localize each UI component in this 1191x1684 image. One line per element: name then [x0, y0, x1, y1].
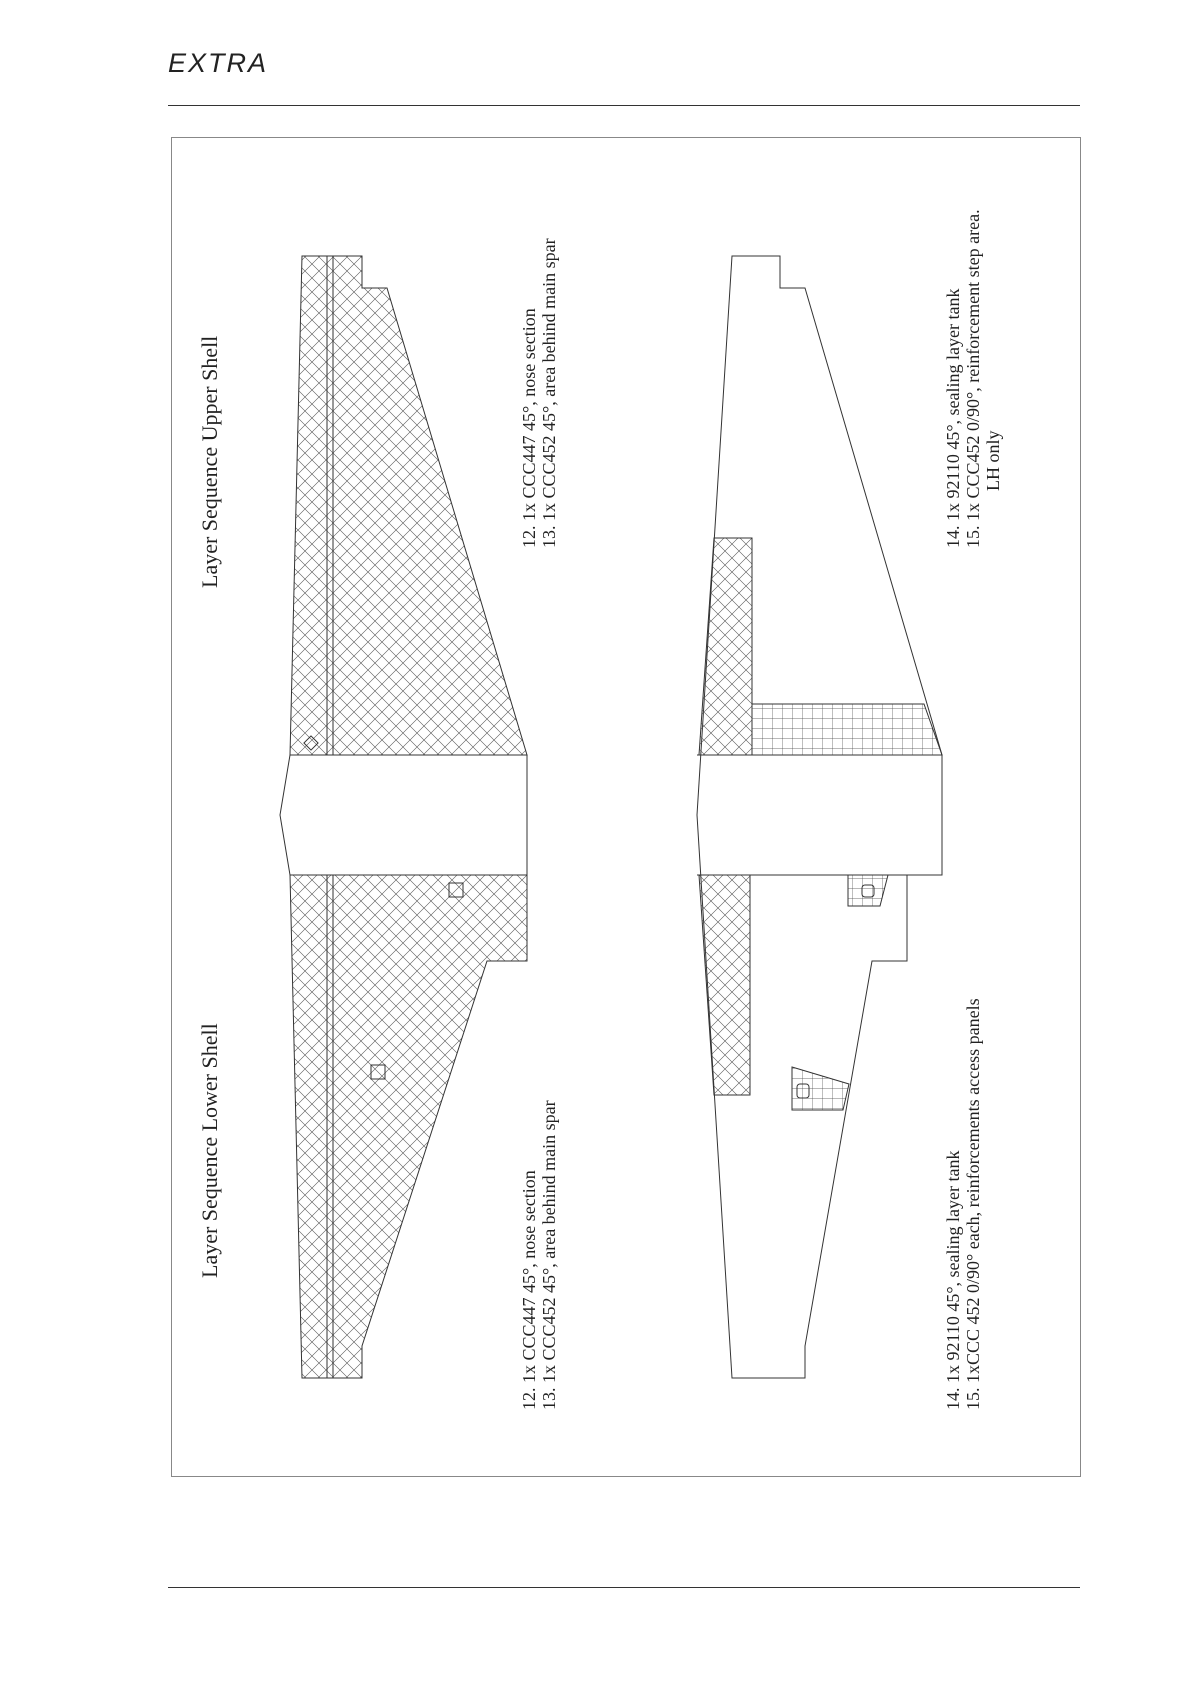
- drawing-frame: [171, 137, 1081, 1477]
- center-section: [280, 755, 527, 875]
- sealing-layer-tank-hatch: [699, 538, 752, 755]
- lower-shell-note-13: 13. 1x CCC452 45°, area behind main spar: [539, 1100, 559, 1410]
- wing-outline-bottom: [697, 256, 942, 1378]
- hatched-lower-half: [290, 875, 527, 1378]
- lower-shell-b-note-14: 14. 1x 92110 45°, sealing layer tank: [943, 1150, 963, 1410]
- upper-shell-note-13: 13. 1x CCC452 45°, area behind main spar: [539, 238, 559, 548]
- footer-rule: [168, 1587, 1080, 1588]
- hatched-upper-half: [290, 256, 527, 755]
- upper-shell-title: Layer Sequence Upper Shell: [197, 335, 222, 588]
- lower-shell-b-note-15: 15. 1xCCC 452 0/90° each, reinforcements access panels: [963, 998, 983, 1410]
- upper-shell-note-12: 12. 1x CCC447 45°, nose section: [519, 308, 539, 548]
- lower-shell-note-12: 12. 1x CCC447 45°, nose section: [519, 1170, 539, 1410]
- extra-logo: EXTRA: [168, 48, 269, 78]
- wing-outline-top: [280, 256, 527, 1378]
- lower-shell-title: Layer Sequence Lower Shell: [197, 1023, 222, 1278]
- outline: [697, 256, 942, 1378]
- upper-shell-b-note-14: 14. 1x 92110 45°, sealing layer tank: [943, 288, 963, 548]
- header-rule: [168, 105, 1080, 106]
- upper-shell-b-note-15: 15. 1x CCC452 0/90°, reinforcement step area.: [963, 209, 983, 548]
- layup-drawing: [172, 138, 1080, 1476]
- sealing-layer-tank-hatch: [699, 875, 750, 1095]
- reinforcement-step-area-grid: [752, 704, 942, 755]
- upper-shell-b-note-lh: LH only: [983, 430, 1003, 491]
